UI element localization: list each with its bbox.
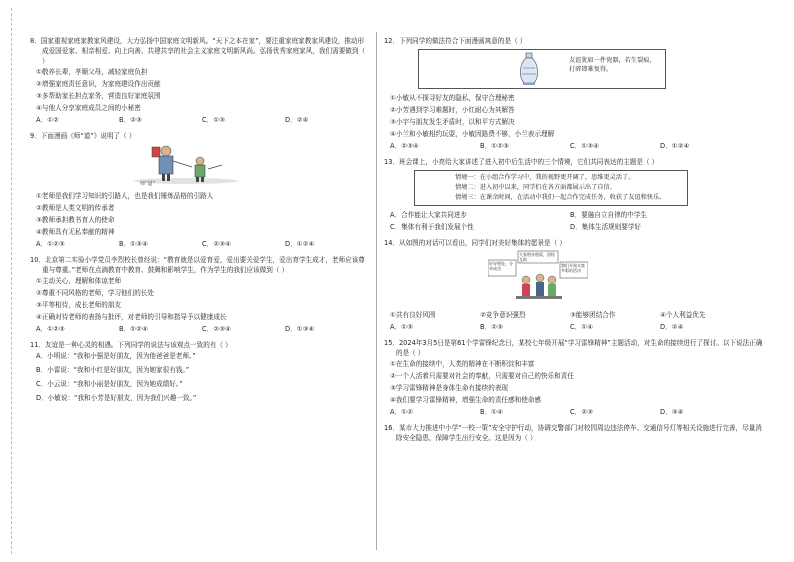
choice-a[interactable]: A．①③ [390, 323, 413, 331]
question-8 [30, 36, 368, 125]
choice-c[interactable]: C．②③ [570, 408, 594, 416]
bubble-unity: 大家相亲相爱，团结互助 [519, 252, 555, 262]
question-13 [384, 157, 766, 232]
vase-caption: 友谊犹如一件瓷器，若生裂痕，打碎即难复得。 [569, 57, 656, 73]
vase-icon [517, 52, 541, 86]
choice-b[interactable]: B．①②④ [119, 325, 148, 333]
choice-d[interactable]: D．①②④ [285, 240, 315, 248]
question-11-option-b[interactable]: B．小雷说：“我和小红是好朋友，因为她家很有钱。” [36, 366, 190, 374]
question-8-option-2: ②增强家庭责任意识，为家庭建设作出贡献 [36, 80, 161, 88]
question-9 [30, 131, 368, 249]
vase-cartoon-box [418, 49, 666, 89]
choice-c[interactable]: C．②③④ [202, 325, 231, 333]
choice-b[interactable]: B．①④ [480, 408, 503, 416]
question-9-option-1: ①老师是我们学习知识的引路人，也是我们锤炼品格的引路人 [36, 192, 214, 200]
choice-a[interactable]: A．①② [390, 408, 413, 416]
option-3: ③能够团结合作 [570, 311, 616, 319]
left-column [30, 36, 368, 406]
question-13-choices-row-2 [384, 222, 766, 232]
question-10-stem: 10．北京第二实验小学党员李烈校长曾经说：“教育就是以爱育爱，爱出要关爱学生，爱出育学生成才，老师应该尊重与尊重。”老师在点滴教育中教育、鼓舞和影响学生，作为学生的我们应该做到（ ） [30, 256, 365, 274]
choice-d[interactable]: D．③④ [660, 408, 684, 416]
option-4: ④个人利益优先 [660, 311, 706, 319]
question-12-option-4: ④小兰和小敏相约玩耍，小敏因路费不够，小兰表示理解 [390, 130, 555, 138]
question-13-choices-row-1 [384, 210, 766, 220]
cartoon-caption: 师“道” [140, 181, 156, 187]
choice-b[interactable]: B．①②③ [480, 142, 509, 150]
question-10-option-2: ②尊重不同风格的老师，学习他们的长处 [36, 289, 155, 297]
choice-b[interactable]: B．②③ [119, 116, 142, 124]
scenario-2: 情境二：进入初中以来，同学们在各方面都展示出了自信。 [455, 184, 616, 191]
class-dialogue-image [488, 250, 588, 306]
question-10-option-1: ①主动关心、理解和体谅老师 [36, 277, 122, 285]
choice-d[interactable]: D．①②④ [660, 142, 690, 150]
column-divider [376, 32, 377, 550]
question-11-option-c[interactable]: C．小云说：“我和小丽是好朋友，因为她成绩好。” [36, 380, 183, 388]
question-8-choices [30, 115, 368, 125]
question-13-stem: 13．班会课上，小亮给大家讲述了进入初中后生活中的三个情境，它们共同表达的主题是（ ） [384, 158, 659, 166]
scenario-box [414, 170, 688, 206]
choice-c[interactable]: C．①③④ [570, 142, 599, 150]
question-11 [30, 340, 368, 403]
option-1: ①共有良好风围 [390, 311, 436, 319]
question-15-stem: 15．2024年3月5日是第61个学雷锋纪念日，某校七年级开展“学习雷锋精神”主题活动，对生命的接续进行了探讨。以下说法正确的是（ ） [384, 339, 763, 357]
choice-a[interactable]: A．合作能让大家共同进步 [390, 211, 468, 219]
question-8-stem: 8．国家重视家庭家教家风建设，大力弘扬中国家庭文明新风。“天下之本在家”，要注重家庭家教家风建设，推动形成爱国爱家、相亲相爱、向上向善、共建共享的社会主义家庭文明新风尚。弘扬优秀家庭家风，我们需要做到（ ） [30, 37, 366, 65]
choice-c[interactable]: C．集体有利于我们发展个性 [390, 223, 474, 231]
question-10-option-3: ③平等相待，成长老师的朋友 [36, 301, 122, 309]
question-11-stem: 11．友谊是一种心灵的相遇。下列同学的说法与该观点一致的有（ ） [30, 341, 232, 349]
bubble-sharing: 好好相处，分享成功 [489, 261, 513, 271]
question-8-option-1: ①敬养长辈，孝顺父母，减轻家庭负担 [36, 68, 148, 76]
binding-dashed-line [11, 8, 12, 554]
question-16-stem: 16．某市大力推进中小学“一校一策”安全守护行动，协调交警部门对校园周边违法停车、交通信号灯等相关设施进行完善，尽量消除安全隐患，保障学生出行安全。这是因为（ ） [384, 424, 762, 442]
choice-c[interactable]: C．①③ [202, 116, 226, 124]
question-12-option-3: ③小宇与朋友发生矛盾时，以和平方式解决 [390, 118, 515, 126]
choice-b[interactable]: B．①③④ [119, 240, 148, 248]
question-14 [384, 238, 766, 332]
right-column [384, 36, 766, 446]
question-11-option-d[interactable]: D．小敏说：“我和小芳是好朋友，因为我们兴趣一致。” [36, 394, 197, 402]
scenario-1: 情境一：在小组合作学习中，我的视野更开阔了，思维更灵活了。 [455, 174, 635, 181]
question-15-option-3: ③学习雷锋精神是身体生命有接续的表现 [390, 384, 509, 392]
choice-d[interactable]: D．②④ [660, 323, 684, 331]
question-15-option-2: ②一个人活着只需要对社会的奉献，只需要对自己的快乐和责任 [390, 372, 574, 380]
scenario-3: 情境三：在课余时间，在活动中我们一起合作完成任务，收获了友谊和快乐。 [455, 194, 666, 201]
question-15-choices [384, 407, 766, 417]
question-11-option-a[interactable]: A．小明说：“我和小强是好朋友，因为他爸爸是老师。” [36, 352, 196, 360]
bubble-activities: 我们开展丰富多彩的活动 [561, 263, 585, 273]
question-12-option-2: ②小芳遇到学习难题时，小红耐心为其解答 [390, 106, 515, 114]
option-2: ②竞争意识强烈 [480, 311, 526, 319]
choice-d[interactable]: D．集体生活规则要学好 [570, 223, 642, 231]
question-10 [30, 255, 368, 334]
question-8-option-4: ④与他人分享家庭成员之间的小秘密 [36, 104, 141, 112]
binding-margin [0, 0, 20, 562]
question-8-option-3: ③多帮助家长担点家务，营造良好家庭氛围 [36, 92, 161, 100]
question-9-stem: 9．下面漫画《师“道”》说明了（ ） [30, 132, 136, 140]
question-10-choices [30, 324, 368, 334]
question-15-option-1: ①在生命的接续中，人类的精神在不断积淀和丰富 [390, 360, 535, 368]
choice-b[interactable]: B．②③ [480, 323, 503, 331]
question-9-choices [30, 239, 368, 249]
choice-a[interactable]: A．②③④ [390, 142, 419, 150]
question-14-choices [384, 322, 766, 332]
question-15 [384, 338, 766, 417]
question-12 [384, 36, 766, 151]
question-14-options [384, 310, 766, 320]
teacher-cartoon-image [126, 143, 246, 187]
question-9-option-2: ②教师是人类文明的传承者 [36, 204, 115, 212]
choice-a[interactable]: A．①② [36, 116, 59, 124]
question-9-option-4: ④教师具有无私奉献的精神 [36, 228, 115, 236]
question-12-stem: 12．下列同学的做法符合下面漫画寓意的是（ ） [384, 37, 527, 45]
choice-d[interactable]: D．①③④ [285, 325, 315, 333]
choice-d[interactable]: D．②④ [285, 116, 309, 124]
question-9-option-3: ③教师承担教书育人的使命 [36, 216, 115, 224]
choice-b[interactable]: B．要融自立自律的中学生 [570, 211, 648, 219]
question-12-option-1: ①小敏从不探寻好友的隐私，保守合理秘密 [390, 94, 515, 102]
choice-c[interactable]: C．②③④ [202, 240, 231, 248]
choice-a[interactable]: A．①②③ [36, 325, 65, 333]
question-15-option-4: ④我们要学习雷锋精神，增强生命的责任感和使命感 [390, 396, 541, 404]
question-16 [384, 423, 766, 443]
question-12-choices [384, 141, 766, 151]
choice-c[interactable]: C．①④ [570, 323, 594, 331]
question-10-option-4: ④正确对待老师的表扬与批评，对老师的引导和指导予以健康成长 [36, 313, 227, 321]
question-14-stem: 14．从如图的对话可以看出，同学们对美好集体的愿景是（ ） [384, 239, 566, 247]
choice-a[interactable]: A．①②③ [36, 240, 65, 248]
